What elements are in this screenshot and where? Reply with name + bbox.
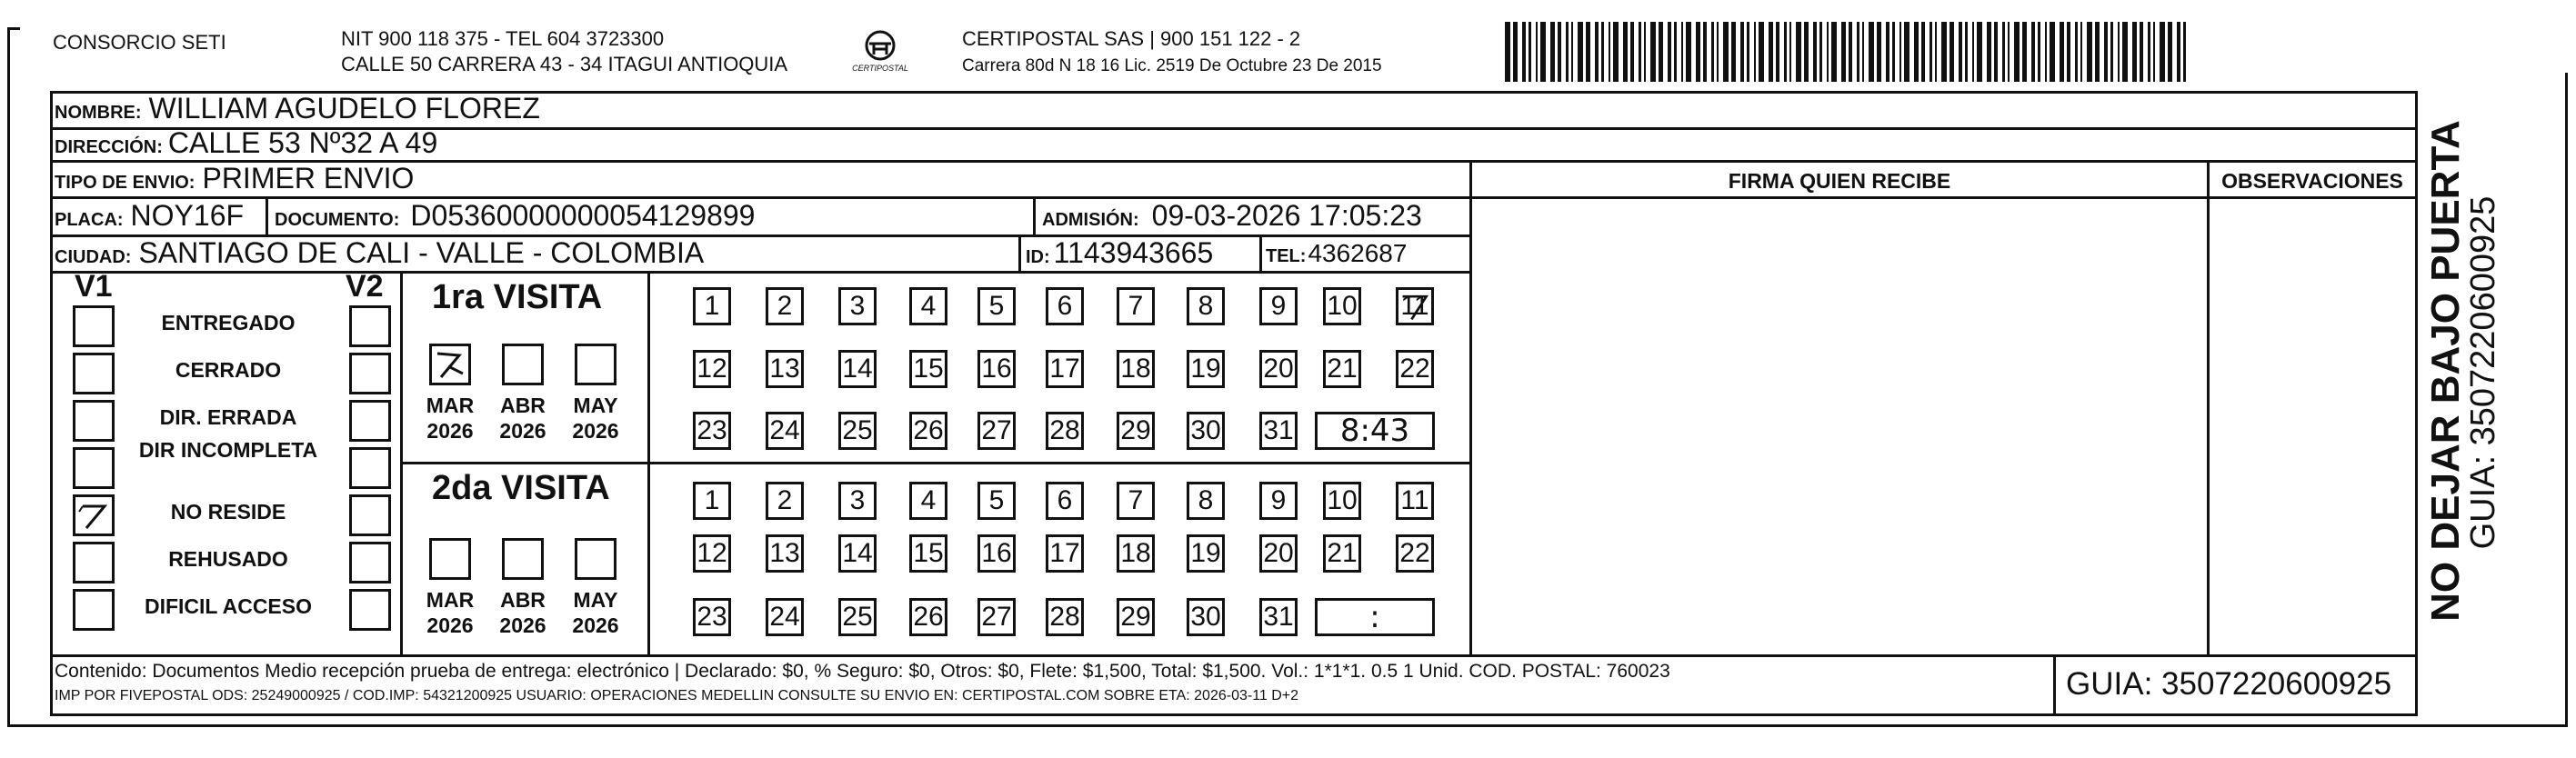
document-field (275, 199, 755, 233)
visit1-day-9[interactable]: 9 (1259, 287, 1298, 325)
barcode-bar (1650, 22, 1656, 82)
visit2-month-checkbox-mar[interactable] (429, 538, 471, 580)
barcode-bar (2160, 22, 2165, 82)
visit1-month-label-abr (491, 393, 555, 444)
barcode-bar (1994, 22, 1998, 82)
barcode-bar (1789, 22, 1791, 82)
barcode (1505, 18, 2191, 85)
month-name: MAR (426, 394, 475, 417)
barcode-bar (1711, 22, 1714, 82)
signature-header: FIRMA QUIEN RECIBE (1728, 169, 1951, 193)
barcode-bar (1904, 22, 1909, 82)
visit2-month-label-may (564, 587, 627, 638)
barcode-bar (1877, 22, 1881, 82)
v1-checkbox-no-reside-checked[interactable] (73, 494, 115, 536)
id-divider (1018, 234, 1021, 271)
status-v2-right-line (400, 271, 403, 657)
month-year: 2026 (572, 419, 619, 443)
barcode-bar (2153, 22, 2155, 82)
visit1-day-20[interactable]: 20 (1259, 350, 1298, 388)
barcode-bar (1899, 22, 1901, 82)
city-label: CIUDAD: (55, 247, 132, 267)
month-name: ABR (500, 588, 546, 612)
document-value: D05360000000054129899 (410, 199, 756, 232)
barcode-bar (1987, 22, 1991, 82)
visit2-day-19[interactable]: 19 (1187, 534, 1225, 573)
admission-value: 09-03-2026 17:05:23 (1151, 199, 1422, 232)
visit2-day-25[interactable]: 25 (838, 598, 877, 636)
barcode-bar (2075, 22, 2078, 82)
side-guia: GUIA: 3507220600925 (2464, 195, 2502, 550)
barcode-bar (2087, 22, 2092, 82)
address-row (55, 126, 437, 160)
month-year: 2026 (499, 613, 546, 637)
visit1-day-5[interactable]: 5 (977, 287, 1016, 325)
visit2-day-13[interactable]: 13 (766, 534, 804, 573)
barcode-bar (1659, 22, 1663, 82)
month-year: 2026 (426, 419, 474, 443)
v1-checkbox-dir-errada[interactable] (73, 400, 115, 442)
barcode-bar (1703, 22, 1707, 82)
barcode-bar (2060, 22, 2064, 82)
visit2-day-7[interactable]: 7 (1117, 482, 1155, 520)
visit2-day-15[interactable]: 15 (909, 534, 947, 573)
visit1-title: 1ra VISITA (432, 278, 603, 316)
barcode-bar (1505, 22, 1510, 82)
barcode-bar (1623, 22, 1628, 82)
id-field (1026, 236, 1213, 270)
visit1-day-3[interactable]: 3 (838, 287, 877, 325)
right-frame-line (2565, 73, 2568, 727)
barcode-bar (2002, 22, 2005, 82)
visit2-day-1[interactable]: 1 (693, 482, 731, 520)
barcode-bar (1723, 22, 1729, 82)
barcode-bar (1827, 22, 1829, 82)
visit1-month-checkbox-abr[interactable] (502, 344, 544, 385)
plate-label: PLACA: (55, 210, 124, 230)
barcode-bar (1609, 22, 1610, 82)
barcode-bar (1747, 22, 1749, 82)
visit2-month-checkbox-may[interactable] (575, 538, 616, 580)
barcode-bar (1540, 22, 1546, 82)
month-name: MAY (573, 588, 618, 612)
barcode-bar (2132, 22, 2137, 82)
visit2-day-4[interactable]: 4 (909, 482, 947, 520)
barcode-bar (1696, 22, 1700, 82)
visit-months-right-line (647, 271, 650, 657)
certipostal-logo (844, 27, 917, 78)
day-check-mark (1398, 290, 1431, 323)
barcode-bar (1914, 22, 1919, 82)
visit2-day-9[interactable]: 9 (1259, 482, 1298, 520)
main-left-line (50, 91, 53, 715)
tel-divider (1259, 234, 1262, 271)
barcode-bar (2050, 22, 2055, 82)
plate-value: NOY16F (130, 199, 245, 232)
barcode-bar (1841, 22, 1846, 82)
barcode-bar (1630, 22, 1634, 82)
address-line: CALLE 50 CARRERA 43 - 34 ITAGUI ANTIOQUIA (341, 53, 788, 75)
plate-divider (266, 196, 268, 234)
signature-left-line (1469, 160, 1472, 657)
v1-checkbox-dificil-acceso[interactable] (73, 589, 115, 631)
barcode-bar (1686, 22, 1691, 82)
v2-checkbox-dificil-acceso[interactable] (349, 589, 391, 631)
visit2-day-29[interactable]: 29 (1117, 598, 1155, 636)
visit1-day-27[interactable]: 27 (977, 412, 1016, 450)
barcode-bar (2038, 22, 2040, 82)
observations-left-line (2207, 160, 2210, 657)
visit1-day-21[interactable]: 21 (1323, 350, 1361, 388)
barcode-bar (1674, 22, 1677, 82)
visit2-day-3[interactable]: 3 (838, 482, 877, 520)
month-year: 2026 (572, 613, 619, 637)
v2-checkbox-rehusado[interactable] (349, 542, 391, 583)
visit2-day-12[interactable]: 12 (693, 534, 731, 573)
v1-checkbox-dir-incompleta[interactable] (73, 447, 115, 489)
admission-label: ADMISIÓN: (1042, 210, 1139, 230)
month-year: 2026 (426, 613, 474, 637)
visit1-day-25[interactable]: 25 (838, 412, 877, 450)
consortium-name: CONSORCIO SETI (53, 31, 226, 54)
visit2-title: 2da VISITA (432, 469, 610, 507)
barcode-bar (1513, 22, 1518, 82)
visit1-day-7[interactable]: 7 (1117, 287, 1155, 325)
name-label: NOMBRE: (55, 103, 142, 123)
barcode-bar (1831, 22, 1837, 82)
barcode-bar (1681, 22, 1683, 82)
barcode-bar (1784, 22, 1787, 82)
barcode-bar (1941, 22, 1947, 82)
visit2-day-14[interactable]: 14 (838, 534, 877, 573)
barcode-bar (1977, 22, 1982, 82)
barcode-bar (2008, 22, 2010, 82)
visit1-day-30[interactable]: 30 (1187, 412, 1225, 450)
name-row (55, 92, 540, 125)
visit2-day-22[interactable]: 22 (1396, 534, 1434, 573)
main-bottom-line (50, 713, 2418, 716)
footer-top-line (50, 654, 2418, 657)
barcode-bar (1740, 22, 1744, 82)
v2-header: V2 (346, 269, 384, 304)
barcode-bar (1550, 22, 1555, 82)
visit2-day-27[interactable]: 27 (977, 598, 1016, 636)
barcode-bar (2183, 22, 2186, 82)
v2-checkbox-dir-incompleta[interactable] (349, 447, 391, 489)
barcode-bar (1972, 22, 1974, 82)
visit2-month-checkbox-abr[interactable] (502, 538, 544, 580)
visit1-day-26[interactable]: 26 (909, 412, 947, 450)
visit1-day-13[interactable]: 13 (766, 350, 804, 388)
visit2-day-11[interactable]: 11 (1396, 482, 1434, 520)
type-row (55, 162, 414, 195)
footer-print-line: IMP POR FIVEPOSTAL ODS: 25249000925 / COD.IMP: 54321200925 USUARIO: OPERACIONES MEDELLIN CONSULTE SU ENVIO EN: CERTIPOSTAL.COM SOBRE ETA: 2026-03-11 D+2 (55, 688, 1299, 703)
shipment-type: PRIMER ENVIO (202, 162, 415, 194)
barcode-bar (2022, 22, 2027, 82)
barcode-bar (1536, 22, 1538, 82)
barcode-bar (1558, 22, 1561, 82)
visit1-day-31[interactable]: 31 (1259, 412, 1298, 450)
visit1-day-19[interactable]: 19 (1187, 350, 1225, 388)
barcode-bar (2095, 22, 2100, 82)
visit1-month-checkbox-mar[interactable] (429, 344, 471, 385)
visit1-month-checkbox-may[interactable] (575, 344, 616, 385)
barcode-bar (1639, 22, 1641, 82)
month-year: 2026 (499, 419, 546, 443)
visit2-day-31[interactable]: 31 (1259, 598, 1298, 636)
barcode-bar (2067, 22, 2070, 82)
recipient-address: CALLE 53 Nº32 A 49 (167, 126, 438, 159)
visit2-day-6[interactable]: 6 (1046, 482, 1084, 520)
barcode-bar (1869, 22, 1874, 82)
visit1-month-label-may (564, 393, 627, 444)
v1-header: V1 (75, 269, 113, 304)
city-value: SANTIAGO DE CALI - VALLE - COLOMBIA (138, 236, 705, 269)
visit1-day-11-checked[interactable]: 11 (1396, 287, 1434, 325)
visit1-day-15[interactable]: 15 (909, 350, 947, 388)
visit1-day-1[interactable]: 1 (693, 287, 731, 325)
barcode-bar (1769, 22, 1773, 82)
barcode-bar (1759, 22, 1764, 82)
barcode-bar (1965, 22, 1968, 82)
barcode-bar (2140, 22, 2143, 82)
visit1-day-18[interactable]: 18 (1117, 350, 1155, 388)
status-label-entregado: ENTREGADO (161, 311, 296, 334)
barcode-bar (2168, 22, 2172, 82)
visit1-day-29[interactable]: 29 (1117, 412, 1155, 450)
barcode-bar (1731, 22, 1736, 82)
barcode-bar (1571, 22, 1573, 82)
barcode-bar (1959, 22, 1962, 82)
barcode-bar (2118, 22, 2120, 82)
side-warning: NO DEJAR BAJO PUERTA (2423, 120, 2468, 622)
id-value: 1143943665 (1053, 236, 1214, 269)
visit2-day-8[interactable]: 8 (1187, 482, 1225, 520)
company-line: CERTIPOSTAL SAS | 900 151 122 - 2 (962, 27, 1301, 50)
barcode-bar (1529, 22, 1531, 82)
visit2-day-10[interactable]: 10 (1323, 482, 1361, 520)
barcode-bar (1862, 22, 1864, 82)
barcode-bar (2014, 22, 2020, 82)
id-label: ID: (1026, 247, 1050, 267)
visit2-day-18[interactable]: 18 (1117, 534, 1155, 573)
visit1-day-28[interactable]: 28 (1046, 412, 1084, 450)
visit2-day-21[interactable]: 21 (1323, 534, 1361, 573)
main-right-line (2415, 91, 2418, 715)
top-frame-line (7, 27, 20, 30)
visit2-day-24[interactable]: 24 (766, 598, 804, 636)
visit1-day-14[interactable]: 14 (838, 350, 877, 388)
logo-text: CERTIPOSTAL (852, 64, 908, 73)
visit2-day-2[interactable]: 2 (766, 482, 804, 520)
barcode-bar (1613, 22, 1619, 82)
barcode-bar (2148, 22, 2150, 82)
barcode-bar (1950, 22, 1954, 82)
barcode-bar (2080, 22, 2082, 82)
visit1-day-2[interactable]: 2 (766, 287, 804, 325)
visit1-day-23[interactable]: 23 (693, 412, 731, 450)
tel-label: TEL: (1266, 246, 1307, 266)
v2-checkbox-entregado[interactable] (349, 305, 391, 347)
barcode-bar (2110, 22, 2113, 82)
barcode-bar (2122, 22, 2128, 82)
barcode-bar (2177, 22, 2180, 82)
visit2-month-label-mar (418, 587, 482, 638)
visit1-day-16[interactable]: 16 (977, 350, 1016, 388)
barcode-bar (1566, 22, 1569, 82)
visit-divider-line (400, 462, 1471, 464)
footer-guia: GUIA: 3507220600925 (2066, 666, 2392, 702)
barcode-bar (1601, 22, 1604, 82)
visit2-day-5[interactable]: 5 (977, 482, 1016, 520)
license-line: Carrera 80d N 18 16 Lic. 2519 De Octubre 23 De 2015 (962, 56, 1382, 75)
month-name: ABR (500, 394, 546, 417)
observations-header: OBSERVACIONES (2221, 169, 2403, 193)
barcode-bar (1921, 22, 1925, 82)
v1-checkbox-cerrado[interactable] (73, 353, 115, 394)
v2-checkbox-cerrado[interactable] (349, 353, 391, 394)
visit2-month-label-abr (491, 587, 555, 638)
barcode-bar (1849, 22, 1852, 82)
barcode-bar (2045, 22, 2047, 82)
tel-value: 4362687 (1308, 239, 1408, 267)
barcode-bar (1595, 22, 1599, 82)
barcode-bar (1935, 22, 1937, 82)
row-line-5 (50, 271, 1470, 274)
barcode-bar (1586, 22, 1590, 82)
status-label-no-reside: NO RESIDE (170, 500, 286, 524)
bottom-frame-line (7, 724, 2568, 727)
nit-line: NIT 900 118 375 - TEL 604 3723300 (341, 27, 665, 50)
visit1-day-24[interactable]: 24 (766, 412, 804, 450)
barcode-bar (1813, 22, 1817, 82)
status-label-dificil-acceso: DIFICIL ACCESO (144, 594, 312, 618)
visit1-day-17[interactable]: 17 (1046, 350, 1084, 388)
footer-guia-divider (2053, 654, 2056, 715)
v1-checkbox-rehusado[interactable] (73, 542, 115, 583)
barcode-bar (1929, 22, 1932, 82)
barcode-bar (1668, 22, 1671, 82)
visit1-day-12[interactable]: 12 (693, 350, 731, 388)
status-label-rehusado: REHUSADO (168, 547, 288, 571)
footer-content: Contenido: Documentos Medio recepción prueba de entrega: electrónico | Declarado: $0, % Seguro: $0, Otros: $0, Flete: $1,500, Total: $1,500. Vol.: 1*1*1. 0.5 1 Unid. COD. POSTAL: 760023 (55, 661, 1670, 682)
visit1-day-4[interactable]: 4 (909, 287, 947, 325)
visit1-month-label-mar (418, 393, 482, 444)
barcode-bar (1804, 22, 1809, 82)
visit2-time-field[interactable]: : (1315, 598, 1435, 636)
admission-field (1042, 199, 1422, 233)
barcode-bar (1796, 22, 1801, 82)
address-label: DIRECCIÓN: (55, 137, 163, 157)
barcode-bar (1857, 22, 1859, 82)
admission-divider (1033, 196, 1036, 234)
barcode-bar (1644, 22, 1646, 82)
visit1-time-field[interactable]: 8:43 (1315, 412, 1435, 450)
barcode-bar (1892, 22, 1895, 82)
status-label-dir-incompleta: DIR INCOMPLETA (138, 438, 318, 462)
visit2-day-17[interactable]: 17 (1046, 534, 1084, 573)
status-label-cerrado: CERRADO (175, 358, 282, 382)
barcode-bar (2031, 22, 2035, 82)
tel-field (1266, 239, 1407, 268)
left-frame-line (7, 27, 10, 727)
month-name: MAY (573, 394, 618, 417)
type-label: TIPO DE ENVIO: (55, 173, 195, 193)
status-label-dir-errada: DIR. ERRADA (159, 405, 297, 429)
visit2-day-26[interactable]: 26 (909, 598, 947, 636)
barcode-bar (2104, 22, 2108, 82)
barcode-bar (1819, 22, 1822, 82)
v2-checkbox-dir-errada[interactable] (349, 400, 391, 442)
visit2-day-16[interactable]: 16 (977, 534, 1016, 573)
v2-checkbox-no-reside[interactable] (349, 494, 391, 536)
visit1-day-22[interactable]: 22 (1396, 350, 1434, 388)
barcode-bar (1754, 22, 1756, 82)
visit2-day-30[interactable]: 30 (1187, 598, 1225, 636)
city-field (55, 236, 704, 270)
visit1-day-10[interactable]: 10 (1323, 287, 1361, 325)
barcode-bar (1522, 22, 1526, 82)
month-name: MAR (426, 588, 475, 612)
visit2-day-28[interactable]: 28 (1046, 598, 1084, 636)
visit1-day-6[interactable]: 6 (1046, 287, 1084, 325)
barcode-bar (1886, 22, 1889, 82)
barcode-bar (1717, 22, 1719, 82)
barcode-bar (1578, 22, 1583, 82)
visit1-day-8[interactable]: 8 (1187, 287, 1225, 325)
recipient-name: WILLIAM AGUDELO FLOREZ (148, 92, 540, 125)
document-label: DOCUMENTO: (275, 210, 400, 230)
v1-checkbox-entregado[interactable] (73, 305, 115, 347)
barcode-bar (1776, 22, 1779, 82)
plate-field (55, 199, 244, 233)
visit2-day-23[interactable]: 23 (693, 598, 731, 636)
visit2-day-20[interactable]: 20 (1259, 534, 1298, 573)
